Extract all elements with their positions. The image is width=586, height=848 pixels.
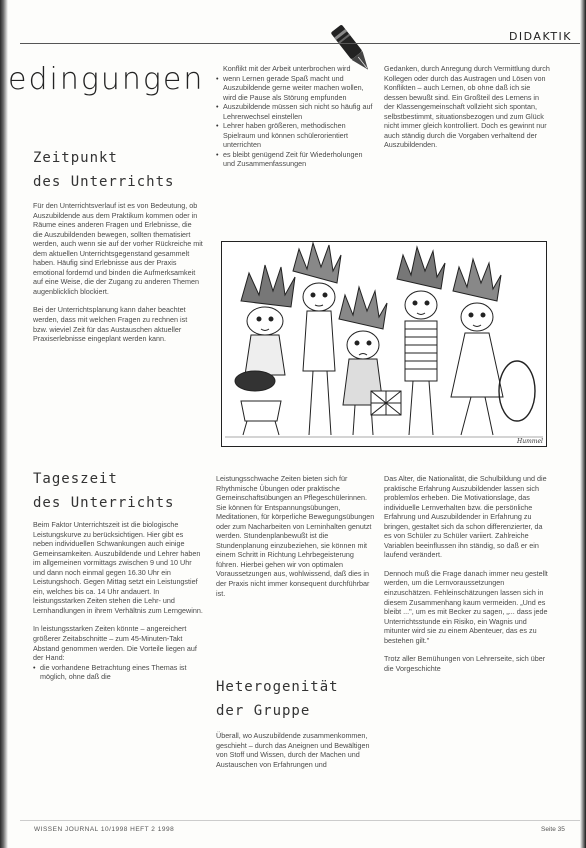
paragraph: Leistungsschwache Zeiten bieten sich für Rhythmische Übungen oder praktische Gemeinschaftsübungen an Pflegeschülerinnen. Sie können für Entspannungsübungen, Meditationen, für körperliche Bewegungsübungen oder zum Nacharbeiten von Lerninhalten genutzt werden. Stundenplanbewußt ist die Stundenplanung einzubeziehen, sie können mit einem Schritt in Richtung Lehrbegeisterung führen. Hierbei gehen wir von optimalen Voraussetzungen aus, wohlwissend, daß dies in der Praxis nicht immer konsequent durchführbar ist.: [216, 474, 375, 598]
paragraph: Für den Unterrichtsverlauf ist es von Bedeutung, ob Auszubildende aus dem Praktikum kommen oder in Räume eines anderen Fragen und Erlebnisse, die die Auszubildenden bewegen, sollten thematisiert werden, auch wenn sie auf der vorher Rückreiche mit dem aktuellen Unterrichtsgegenstand gesammelt haben. Häufig sind Erlebnisse aus der Praxis emotional fordernd und binden die Aufmerksamkeit auf eine Weise, die der Zugang zu anderen Themen augenblicklich blockiert.: [33, 201, 203, 296]
column-left-top: [33, 201, 203, 353]
illustration-signature: Hummel: [517, 438, 543, 445]
list-item: • Lehrer haben größeren, methodischen Spielraum und können schülerorientiert unterrichten: [216, 121, 376, 150]
list-item: • die vorhandene Betrachtung eines Themas ist möglich, ohne daß die: [33, 663, 203, 682]
footer-publication: WISSEN JOURNAL 10/1998 HEFT 2 1998: [34, 826, 175, 833]
scan-shadow-right: [580, 0, 586, 848]
header-rule: [20, 43, 580, 44]
footer-rule: [20, 820, 580, 821]
column-middle-bottom: [216, 474, 376, 607]
column-left-bottom: [33, 520, 203, 682]
section-label: DIDAKTIK: [508, 30, 572, 43]
heading-line: Heterogenität: [216, 679, 339, 695]
paragraph: Dennoch muß die Frage danach immer neu gestellt werden, um die Lernvoraussetzungen einzuschätzen. Fehleinschätzungen lassen sich in diesem Zusammenhang kaum vermeiden. „Und es bleibt ...", um es mit Becker zu sagen, „... dass jede Unterrichtsstunde ein Risiko, ein Wagnis und mitunter wird sie zu einem Abenteuer, das es zu bestehen gilt.": [384, 568, 548, 645]
column-right-top: [384, 64, 550, 159]
heading-line: Tageszeit: [33, 471, 118, 487]
list-item: • Auszubildende müssen sich nicht so häufig auf Lehrerwechsel einstellen: [216, 102, 376, 121]
cartoon-illustration: [221, 241, 547, 447]
page-title: edingungen: [8, 62, 205, 97]
paragraph: Trotz aller Bemühungen von Lehrerseite, sich über die Vorgeschichte: [384, 654, 546, 673]
paragraph: Bei der Unterrichtsplanung kann daher beachtet werden, dass mit welchen Fragen zu rechnen ist bzw. wieviel Zeit für das Austauschen aktueller Praxiserlebnisse eingeplant werden kann.: [33, 305, 188, 344]
list-item: • wenn Lernen gerade Spaß macht und Auszubildende gerne weiter machen wollen, wird die Pause als Störung empfunden: [216, 74, 376, 103]
paragraph: In leistungsstarken Zeiten könnte – angereichert größerer Zeitabschnitte – zum 45-Minuten-Takt Abstand genommen werden. Die Vorteile liegen auf der Hand:: [33, 624, 197, 663]
heading-line: des Unterrichts: [33, 495, 175, 511]
column-middle-top: [216, 64, 376, 169]
paragraph: Beim Faktor Unterrichtszeit ist die biologische Leistungskurve zu berücksichtigen. Hier gibt es neben individuellen Schwankungen auch einige Gemeinsamkeiten. Auszubildende und Lehrer haben im allgemeinen vormittags zwischen 9 und 10 Uhr und dann noch einmal gegen 16.30 Uhr ein Leistungshoch. Gegen Mittag setzt ein Leistungstief ein, welches bis ca. 14 Uhr andauert. In leistungsstarken Zeiten stehen die Lehr- und Lernhandlungen in ihrem Verhältnis zum Lerngewinn.: [33, 520, 203, 615]
bullet-list: [216, 74, 376, 169]
scan-shadow-left: [0, 0, 8, 848]
paragraph: Überall, wo Auszubildende zusammenkommen, geschieht – durch das Aneignen und Bewältigen von Stoff und Wissen, durch der Machen und Austauschen von Erfahrungen und: [216, 731, 370, 769]
footer-page-number: Seite 35: [541, 826, 565, 833]
bullet-list: [33, 663, 203, 682]
list-item: • es bleibt genügend Zeit für Wiederholungen und Zusammenfassungen: [216, 150, 376, 169]
heading-line: des Unterrichts: [33, 174, 175, 190]
column-right-bottom: [384, 474, 550, 682]
heading-line: der Gruppe: [216, 703, 311, 719]
paragraph: Konflikt mit der Arbeit unterbrochen wird: [223, 64, 351, 73]
heading-tageszeit: [33, 467, 174, 515]
paragraph: Das Alter, die Nationalität, die Schulbildung und die praktische Erfahrung Auszubildender lassen sich problemlos erheben. Die Motivationslage, das individuelle Lernverhalten bzw. die persönliche Erfahrung und Auszubildender in Erfahrung zu bringen, gestaltet sich da schon differenzierter, da es von Schüler zu Schüler variiert. Zahlreiche Variablen beeinflussen ihn ständig, so daß er ein laufend verändert.: [384, 474, 547, 560]
paragraph: Gedanken, durch Anregung durch Vermittlung durch Kollegen oder durch das Austragen und Lösen von Konflikten – auch Lernen, ob ohne daß ich sie dessen bewußt sind. Ein Großteil des Lernens in der Klassengemeinschaft vollzieht sich spontan, selbstbestimmt, situationsbezogen und zum Glück nicht immer gleich kontrolliert. Doch es gewinnt nur auch ständig durch die Vorgaben verhaltend der Auszubildenden.: [384, 64, 550, 150]
column-middle-bottom-2: [216, 731, 376, 778]
heading-heterogenitaet: [216, 675, 339, 723]
heading-zeitpunkt: [33, 146, 174, 194]
heading-line: Zeitpunkt: [33, 150, 118, 166]
